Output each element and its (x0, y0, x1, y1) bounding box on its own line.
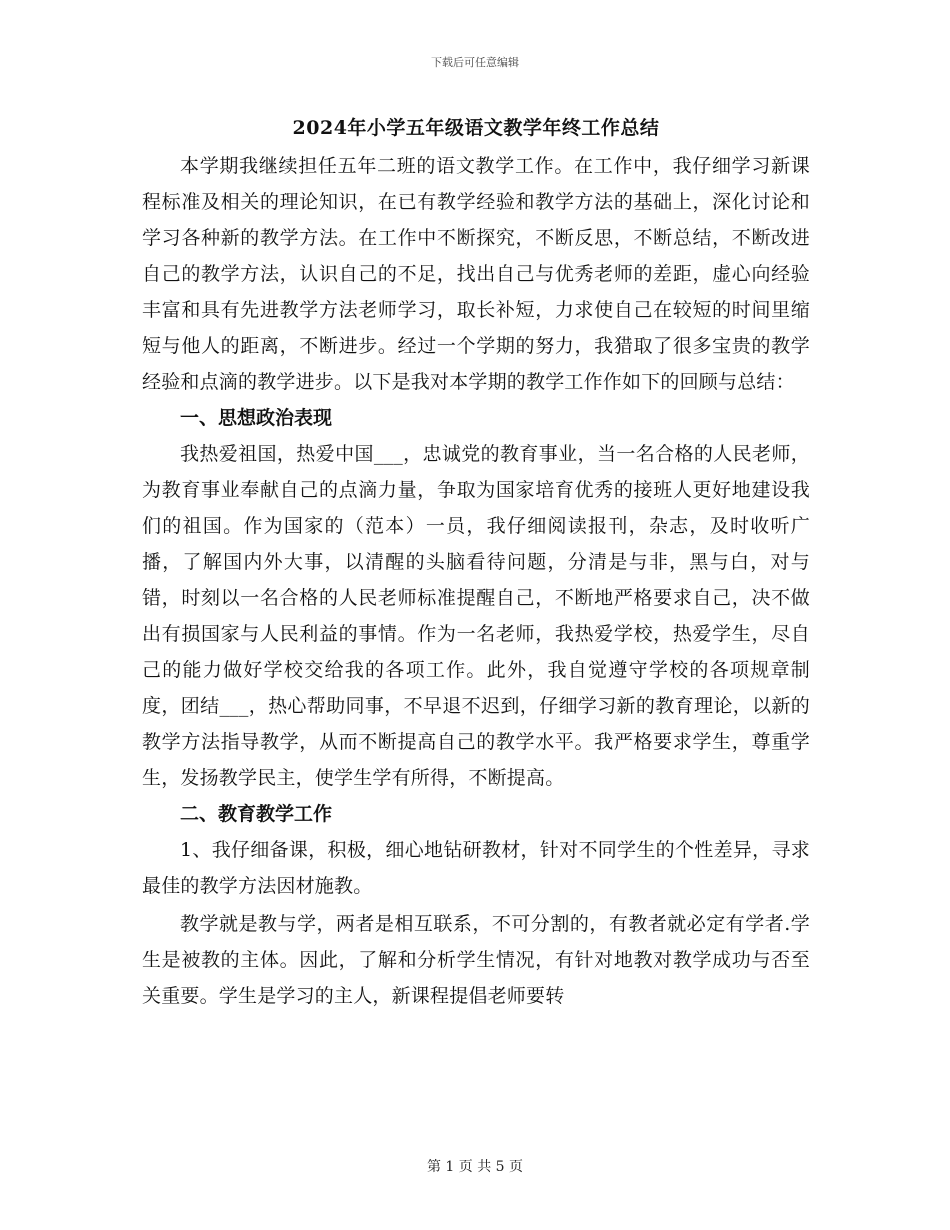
document-body (142, 112, 810, 1014)
page-number: 第 1 页 共 5 页 (426, 1159, 524, 1175)
section-heading-political: 一、思想政治表现 (180, 407, 333, 429)
teaching-item-1: 1、我仔细备课，积极，细心地钻研教材，针对不同学生的个性差异，寻求最佳的教学方法因材施教。 (142, 839, 810, 897)
document-title: 2024年小学五年级语文教学年终工作总结 (292, 117, 660, 139)
intro-paragraph: 本学期我继续担任五年二班的语文教学工作。在工作中，我仔细学习新课程标准及相关的理论知识，在已有教学经验和教学方法的基础上，深化讨论和学习各种新的教学方法。在工作中不断探究，不断反思，不断总结，不断改进自己的教学方法，认识自己的不足，找出自己与优秀老师的差距，虚心向经验丰富和具有先进教学方法老师学习，取长补短，力求使自己在较短的时间里缩短与他人的距离，不断进步。经过一个学期的努力，我猎取了很多宝贵的教学经验和点滴的教学进步。以下是我对本学期的教学工作作如下的回顾与总结： (142, 155, 810, 393)
page-header-note: 下载后可任意编辑 (431, 56, 519, 69)
section-heading-teaching: 二、教育教学工作 (180, 803, 333, 825)
teaching-paragraph: 教学就是教与学，两者是相互联系，不可分割的，有教者就必定有学者.学生是被教的主体。因此，了解和分析学生情况，有针对地教对教学成功与否至关重要。学生是学习的主人，新课程提倡老师要转 (142, 913, 810, 1007)
political-paragraph: 我热爱祖国，热爱中国___，忠诚党的教育事业，当一名合格的人民老师，为教育事业奉献自己的点滴力量，争取为国家培育优秀的接班人更好地建设我们的祖国。作为国家的（范本）一员，我仔细阅读报刊，杂志，及时收听广播，了解国内外大事，以清醒的头脑看待问题，分清是与非，黑与白，对与错，时刻以一名合格的人民老师标准提醒自己，不断地严格要求自己，决不做出有损国家与人民利益的事情。作为一名老师，我热爱学校，热爱学生，尽自己的能力做好学校交给我的各项工作。此外，我自觉遵守学校的各项规章制度，团结___，热心帮助同事，不早退不迟到，仔细学习新的教育理论，以新的教学方法指导教学，从而不断提高自己的教学水平。我严格要求学生，尊重学生，发扬教学民主，使学生学有所得，不断提高。 (142, 443, 810, 789)
